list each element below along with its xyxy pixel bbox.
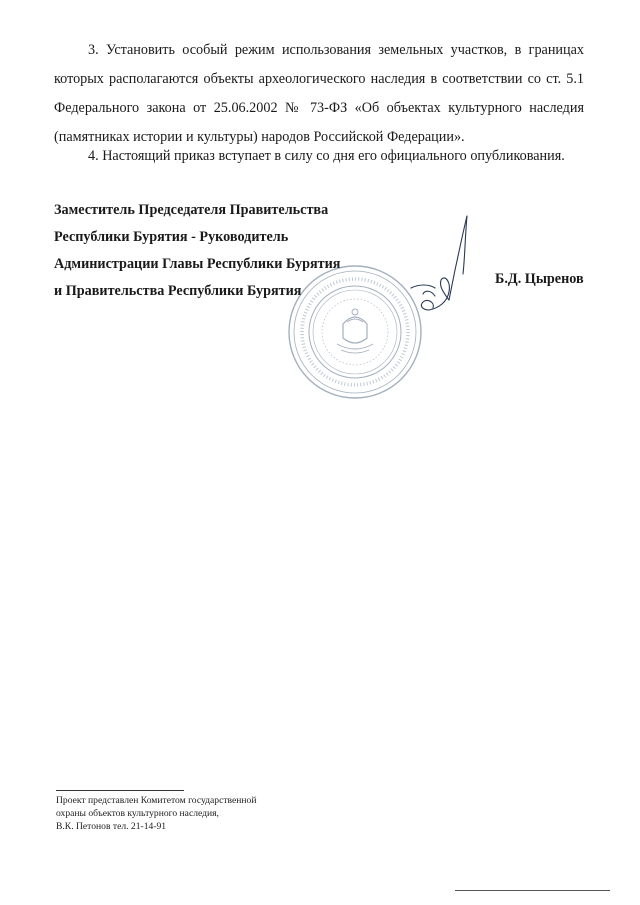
footnote-line: охраны объектов культурного наследия, <box>56 808 219 819</box>
signatory-position-line: Заместитель Председателя Правительства <box>54 202 329 218</box>
handwritten-signature-icon <box>405 212 495 322</box>
paragraph-4 <box>54 142 584 171</box>
footnote-divider <box>56 790 184 791</box>
signatory-name: Б.Д. Цыренов <box>495 271 584 287</box>
paragraph-3 <box>54 36 584 152</box>
bottom-divider <box>455 890 610 891</box>
paragraph-4-text: 4. Настоящий приказ вступает в силу со дня его официального опубликования. <box>88 148 565 164</box>
footnote-line: Проект представлен Комитетом государственной <box>56 795 257 806</box>
official-seal-icon <box>285 262 425 402</box>
signatory-position-line: Республики Бурятия - Руководитель <box>54 229 289 245</box>
signatory-position-line: Администрации Главы Республики Бурятия <box>54 256 341 272</box>
paragraph-3-text: 3. Установить особый режим использования земельных участков, в границах которых располагаются объекты археологического наследия в соответствии со ст. 5.1 Федерального закона от 25.06.2002 № 73-ФЗ «Об объектах культурного наследия (памятниках истории и культуры) народов Российской Федерации». <box>54 42 584 145</box>
footnote-line: В.К. Петонов тел. 21-14-91 <box>56 821 167 832</box>
footnote <box>56 794 257 833</box>
signatory-position-line: и Правительства Республики Бурятия <box>54 283 302 299</box>
